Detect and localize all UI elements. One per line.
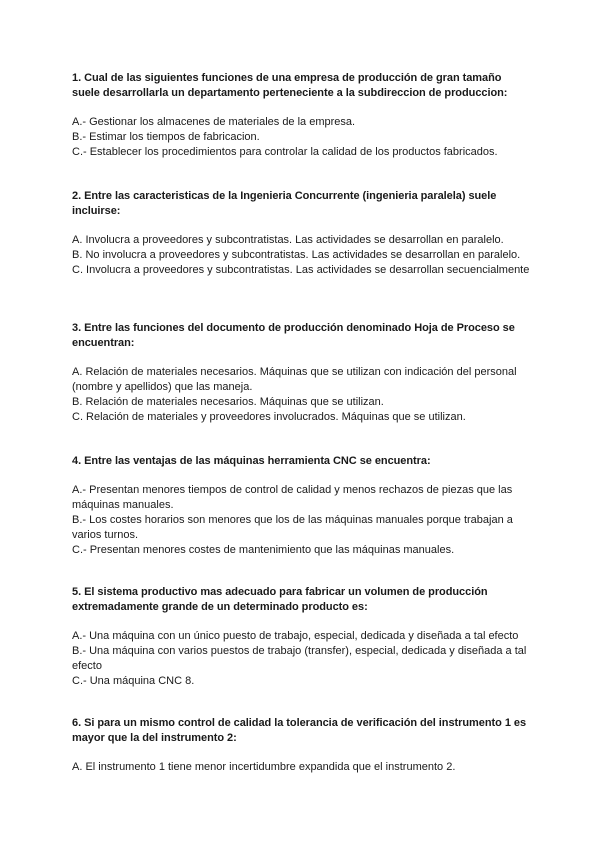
question-title: 4. Entre las ventajas de las máquinas herramienta CNC se encuentra: (72, 455, 431, 467)
question-title: 5. El sistema productivo mas adecuado para fabricar un volumen de producción extremadamente grande de un determinado producto es: (72, 586, 488, 613)
option-a: A.- Gestionar los almacenes de materiales de la empresa. (72, 116, 356, 128)
option-b: B.- Una máquina con varios puestos de trabajo (transfer), especial, dedicada y diseñada a tal efecto (72, 645, 527, 672)
option-b: B. No involucra a proveedores y subcontratistas. Las actividades se desarrollan en paralelo. (72, 249, 521, 261)
option-c: C. Involucra a proveedores y subcontratistas. Las actividades se desarrollan secuencialmente (72, 264, 530, 276)
option-a: A. Involucra a proveedores y subcontratistas. Las actividades se desarrollan en paralelo. (72, 234, 504, 246)
option-b: B.- Los costes horarios son menores que los de las máquinas manuales porque trabajan a varios turnos. (72, 514, 513, 541)
option-b: B. Relación de materiales necesarios. Máquinas que se utilizan. (72, 396, 384, 408)
options-list (72, 365, 532, 425)
options-list (72, 760, 532, 775)
question-3 (72, 321, 532, 425)
option-c: C.- Establecer los procedimientos para controlar la calidad de los productos fabricados. (72, 146, 498, 158)
question-title: 6. Si para un mismo control de calidad la tolerancia de verificación del instrumento 1 es mayor que la del instrumento 2: (72, 717, 527, 744)
options-list (72, 233, 532, 278)
options-list (72, 629, 532, 689)
question-4 (72, 454, 532, 558)
question-1 (72, 71, 532, 160)
question-title: 3. Entre las funciones del documento de producción denominado Hoja de Proceso se encuentran: (72, 322, 515, 349)
option-c: C. Relación de materiales y proveedores involucrados. Máquinas que se utilizan. (72, 411, 466, 423)
question-6 (72, 716, 532, 775)
question-title: 1. Cual de las siguientes funciones de una empresa de producción de gran tamaño suele desarrollarla un departamento perteneciente a la subdireccion de produccion: (72, 72, 508, 99)
option-b: B.- Estimar los tiempos de fabricacion. (72, 131, 260, 143)
option-a: A. Relación de materiales necesarios. Máquinas que se utilizan con indicación del personal (nombre y apellidos) que las maneja. (72, 366, 517, 393)
option-c: C.- Una máquina CNC 8. (72, 675, 195, 687)
options-list (72, 483, 532, 558)
question-title: 2. Entre las caracteristicas de la Ingenieria Concurrente (ingenieria paralela) suele incluirse: (72, 190, 497, 217)
question-5 (72, 585, 532, 689)
option-a: A.- Presentan menores tiempos de control de calidad y menos rechazos de piezas que las máquinas manuales. (72, 484, 513, 511)
options-list (72, 115, 532, 160)
question-2 (72, 189, 532, 278)
option-c: C.- Presentan menores costes de mantenimiento que las máquinas manuales. (72, 544, 455, 556)
option-a: A. El instrumento 1 tiene menor incertidumbre expandida que el instrumento 2. (72, 761, 456, 773)
option-a: A.- Una máquina con un único puesto de trabajo, especial, dedicada y diseñada a tal efecto (72, 630, 519, 642)
